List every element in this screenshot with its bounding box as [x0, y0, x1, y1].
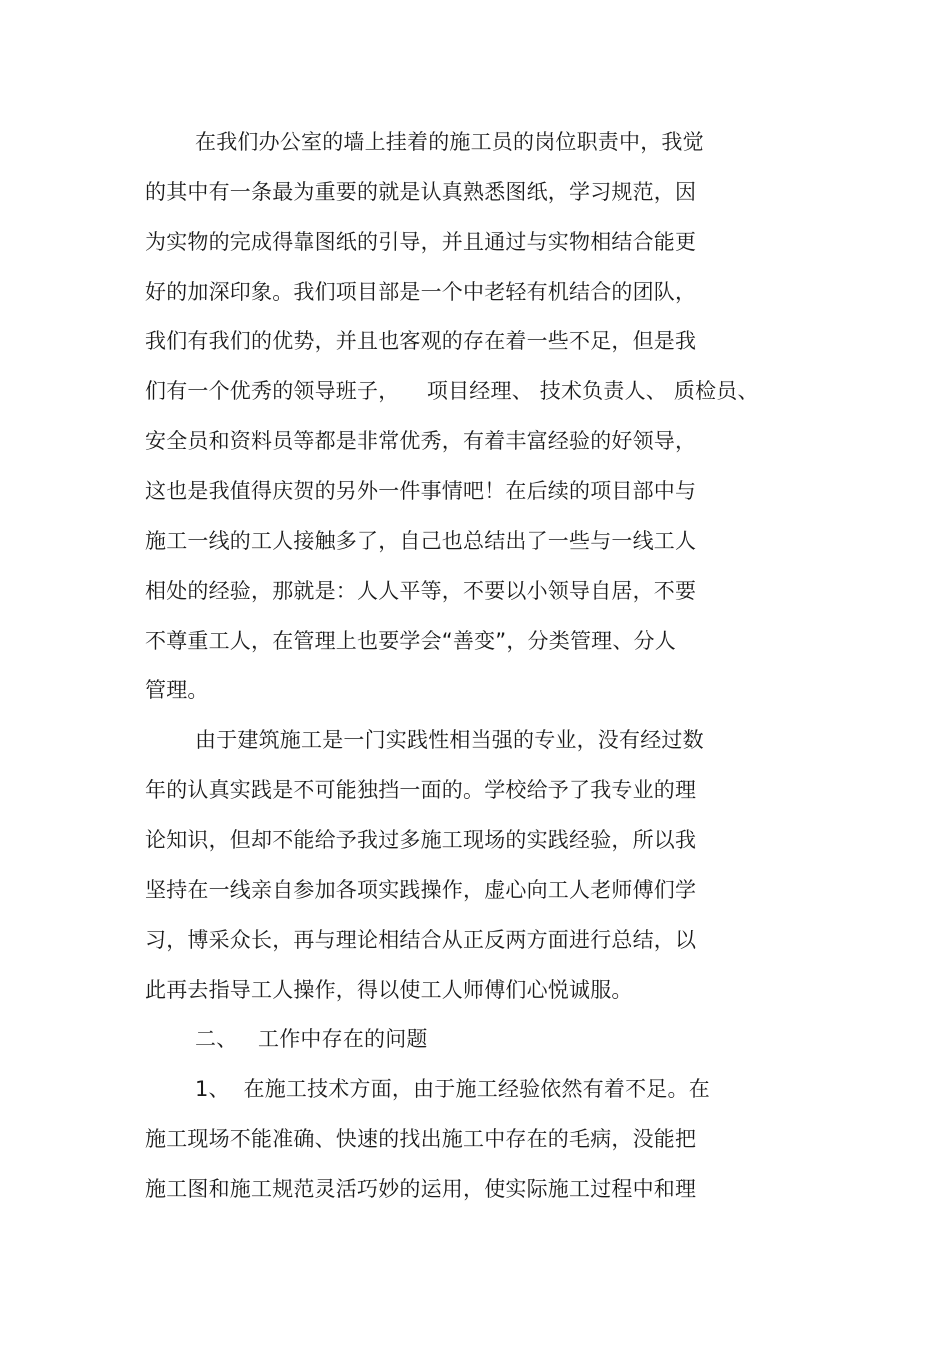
paragraph-2-line-6: 此再去指导工人操作，得以使工人师傅们心悦诚服。	[145, 978, 633, 1002]
paragraph-1-line-3: 为实物的完成得靠图纸的引导，并且通过与实物相结合能更	[145, 230, 697, 254]
paragraph-1-line-2: 的其中有一条最为重要的就是认真熟悉图纸，学习规范，因	[145, 180, 697, 204]
item-1-line-2: 施工现场不能准确、快速的找出施工中存在的毛病，没能把	[145, 1127, 697, 1151]
paragraph-1-line-11: 不尊重工人，在管理上也要学会“善变”，分类管理、分人	[145, 629, 676, 653]
paragraph-2-line-5: 习，博采众长，再与理论相结合从正反两方面进行总结，以	[145, 928, 697, 952]
paragraph-1-line-12: 管理。	[145, 678, 209, 702]
paragraph-1-line-4: 好的加深印象。我们项目部是一个中老轻有机结合的团队，	[145, 280, 697, 304]
paragraph-1-line-5: 我们有我们的优势，并且也客观的存在着一些不足，但是我	[145, 329, 697, 353]
paragraph-2-line-4: 坚持在一线亲自参加各项实践操作，虚心向工人老师傅们学	[145, 878, 697, 902]
paragraph-1-line-10: 相处的经验，那就是：人人平等，不要以小领导自居，不要	[145, 579, 697, 603]
paragraph-1-line-6: 们有一个优秀的领导班子， 项目经理、 技术负责人、 质检员、	[145, 379, 759, 403]
paragraph-2-line-3: 论知识，但却不能给予我过多施工现场的实践经验，所以我	[145, 828, 697, 852]
item-1-line-3: 施工图和施工规范灵活巧妙的运用，使实际施工过程中和理	[145, 1177, 697, 1201]
item-1-line-1: 1、 在施工技术方面，由于施工经验依然有着不足。在	[195, 1077, 710, 1101]
paragraph-2-line-1: 由于建筑施工是一门实践性相当强的专业，没有经过数	[195, 728, 704, 752]
paragraph-1-line-1: 在我们办公室的墙上挂着的施工员的岗位职责中，我觉	[195, 130, 704, 154]
section-heading: 二、 工作中存在的问题	[195, 1027, 428, 1051]
paragraph-1-line-7: 安全员和资料员等都是非常优秀，有着丰富经验的好领导，	[145, 429, 697, 453]
paragraph-1-line-8: 这也是我值得庆贺的另外一件事情吧！在后续的项目部中与	[145, 479, 697, 503]
paragraph-2-line-2: 年的认真实践是不可能独挡一面的。学校给予了我专业的理	[145, 778, 697, 802]
paragraph-1-line-9: 施工一线的工人接触多了，自己也总结出了一些与一线工人	[145, 529, 697, 553]
